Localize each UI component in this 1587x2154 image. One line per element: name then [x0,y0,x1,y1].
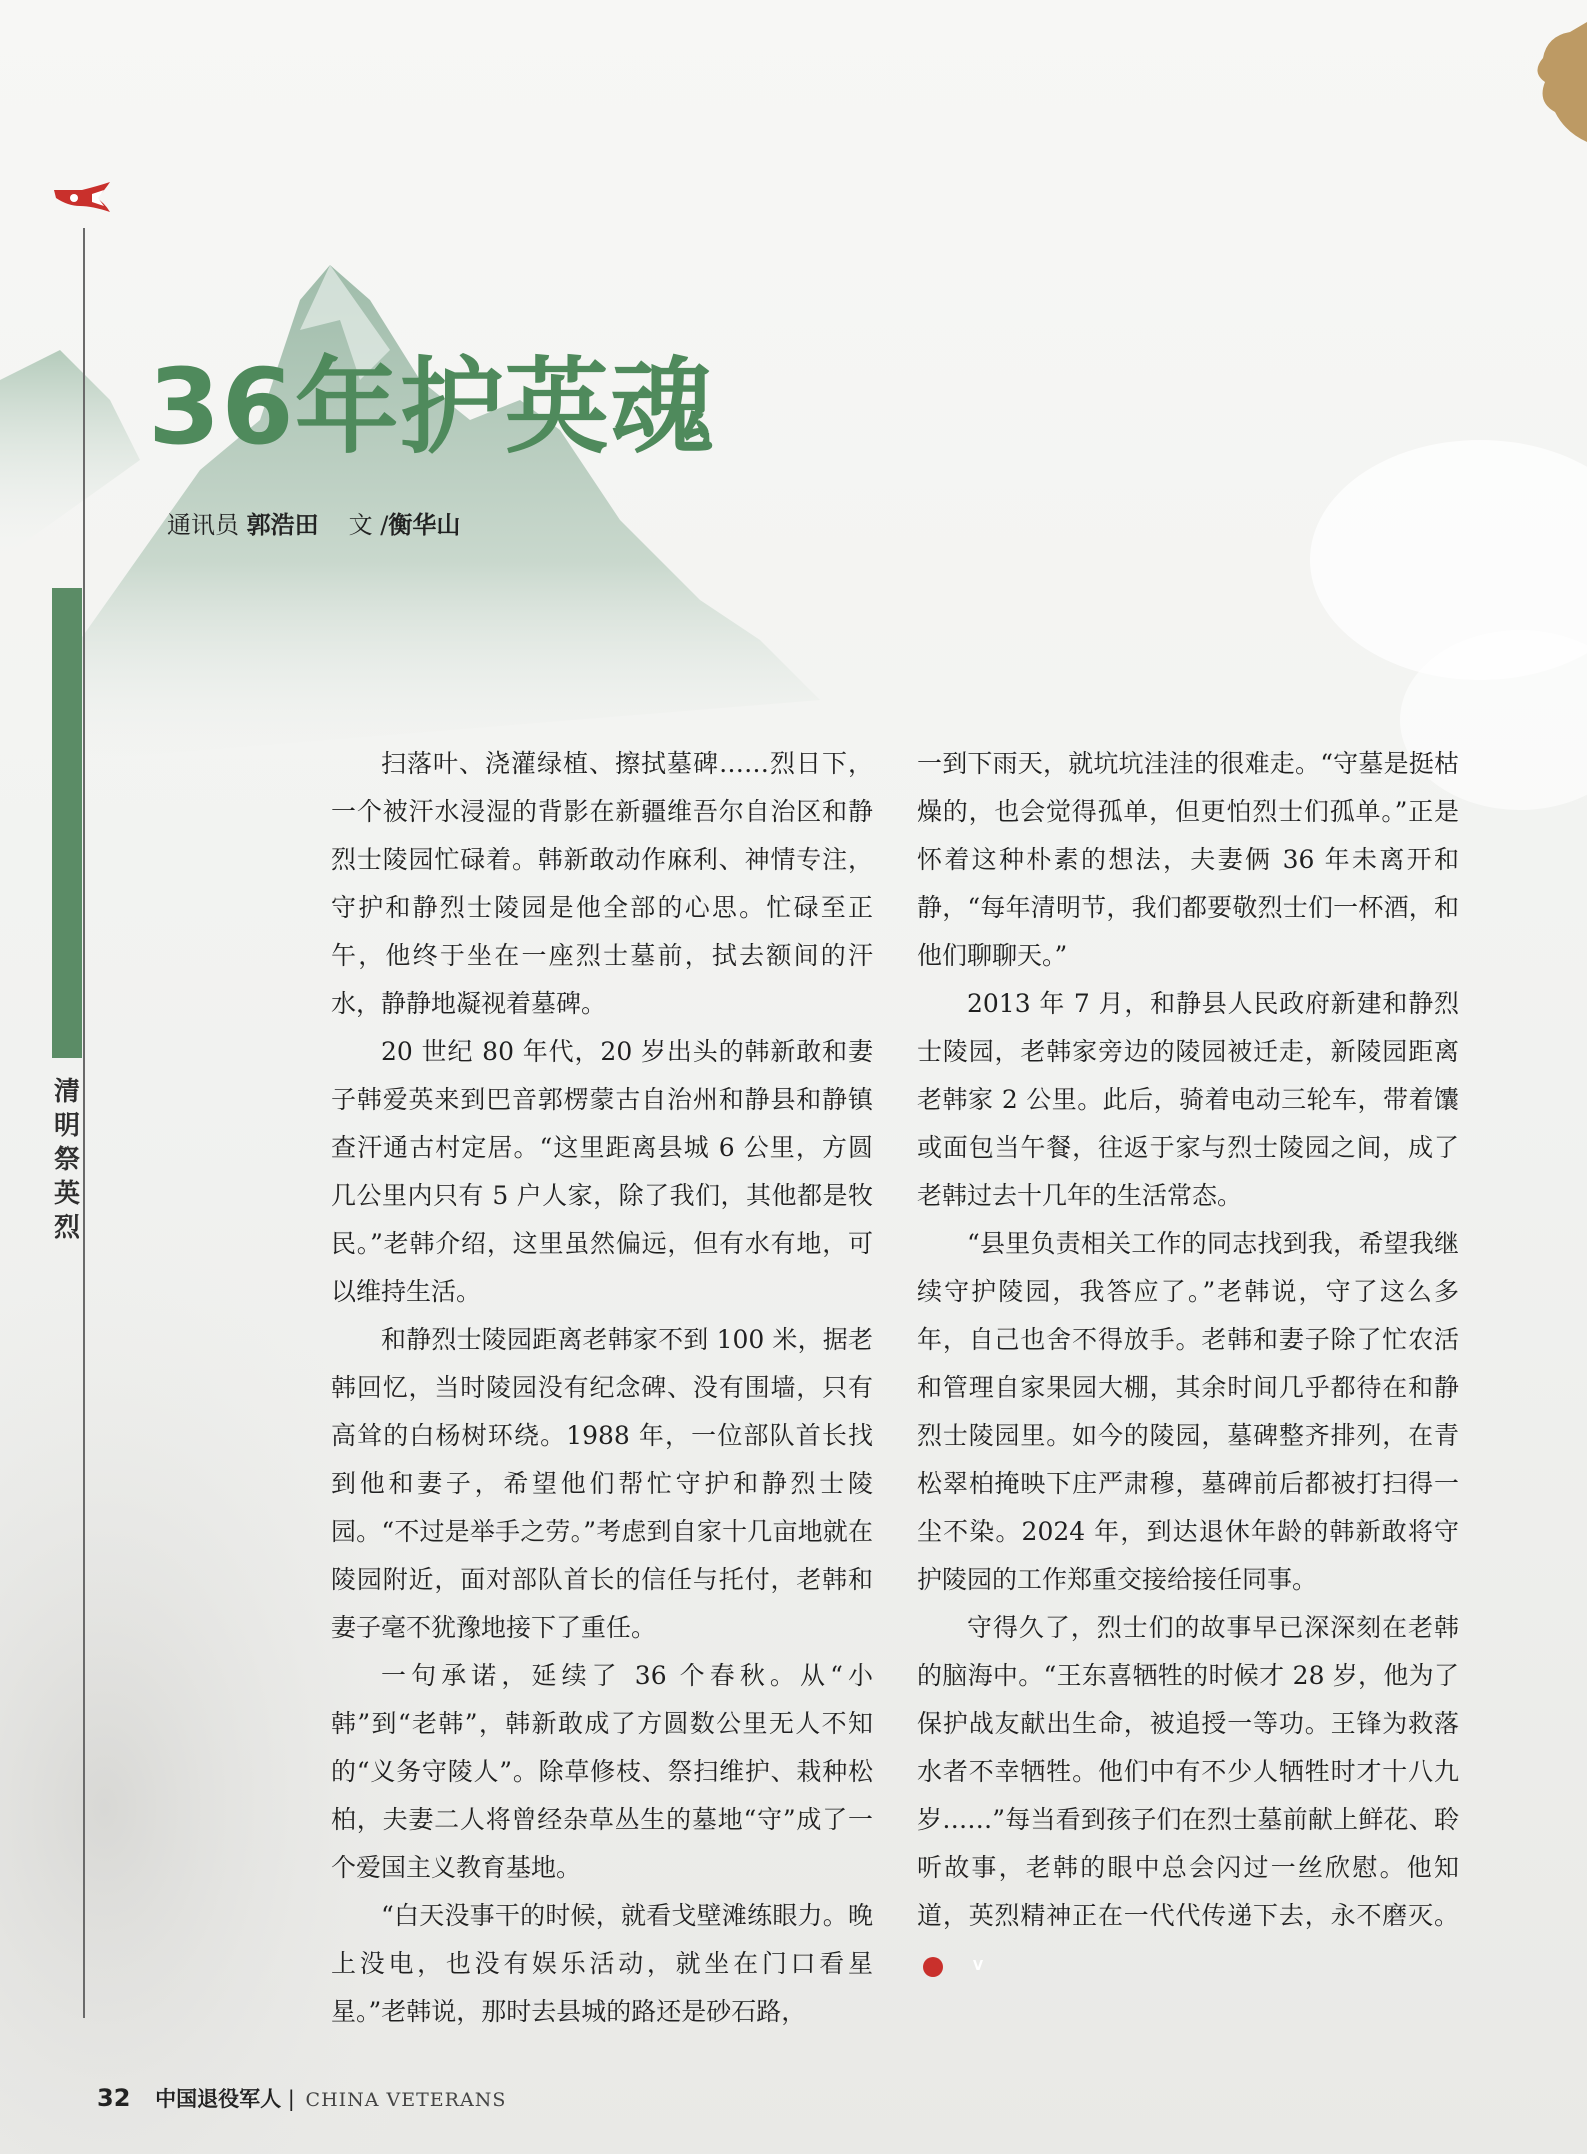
paragraph-last [917,1604,1459,1988]
paragraph: 扫落叶、浇灌绿植、擦拭墓碑……烈日下，一个被汗水浸湿的背影在新疆维吾尔自治区和静烈士陵园忙碌着。韩新敢动作麻利、神情专注，守护和静烈士陵园是他全部的心思。忙碌至正午，他终于坐在一座烈士墓前，拭去额间的汗水，静静地凝视着墓碑。 [331,749,873,1018]
byline-name-reporter: 郭浩田 [246,511,319,539]
magazine-name: 中国退役军人 [155,2087,282,2111]
magazine-logo-icon [52,180,112,216]
paragraph: 一句承诺，延续了 36 个春秋。从“小韩”到“老韩”，韩新敢成了方圆数公里无人不知的“义务守陵人”。除草修枝、祭扫维护、栽种松柏，夫妻二人将曾经杂草丛生的墓地“守”成了一个爱国主义教育基地。 [331,1661,873,1882]
paragraph: “白天没事干的时候，就看戈壁滩练眼力。晚上没电，也没有娱乐活动，就坐在门口看星星。”老韩说，那时去县城的路还是砂石路， [331,1901,873,2026]
byline [167,505,460,540]
paragraph: 20 世纪 80 年代，20 岁出头的韩新敢和妻子韩爱英来到巴音郭楞蒙古自治州和静县和静镇查汗通古村定居。“这里距离县城 6 公里，方圆几公里内只有 5 户人家，除了我们，其他都是牧民。”老韩介绍，这里虽然偏远，但有水有地，可以维持生活。 [331,1037,873,1306]
footer-separator: | [287,2087,295,2111]
byline-word-wen: 文 [348,511,373,539]
page-number: 32 [97,2084,131,2112]
section-label-char: 英 [53,1179,80,1209]
magazine-name-en: CHINA VETERANS [305,2089,507,2111]
article-column-right [917,740,1459,1988]
section-label-char: 烈 [53,1213,80,1243]
paragraph-text: 守得久了，烈士们的故事早已深深刻在老韩的脑海中。“王东喜牺牲的时候才 28 岁，他为了保护战友献出生命，被追授一等功。王锋为救落水者不幸牺牲。他们中有不少人牺牲时才十八九岁……”每当看到孩子们在烈士墓前献上鲜花、聆听故事，老韩的眼中总会闪过一丝欣慰。他知道，英烈精神正在一代代传递下去，永不磨灭。 [917,1613,1459,1930]
paragraph: 2013 年 7 月，和静县人民政府新建和静烈士陵园，老韩家旁边的陵园被迁走，新陵园距离老韩家 2 公里。此后，骑着电动三轮车，带着馕或面包当午餐，往返于家与烈士陵园之间，成了老韩过去十几年的生活常态。 [917,989,1459,1210]
section-label-char: 明 [53,1111,80,1141]
section-label-char: 清 [53,1077,80,1107]
section-label-char: 祭 [53,1145,80,1175]
paragraph: 和静烈士陵园距离老韩家不到 100 米，据老韩回忆，当时陵园没有纪念碑、没有围墙，只有高耸的白杨树环绕。1988 年，一位部队首长找到他和妻子，希望他们帮忙守护和静烈士陵园。“不过是举手之劳。”考虑到自家十几亩地就在陵园附近，面对部队首长的信任与托付，老韩和妻子毫不犹豫地接下了重任。 [331,1325,873,1642]
end-mark-icon: V [923,1957,943,1977]
byline-slash: / [380,511,389,539]
section-accent-bar [52,588,82,1058]
paragraph: “县里负责相关工作的同志找到我，希望我继续守护陵园，我答应了。”老韩说，守了这么多年，自己也舍不得放手。老韩和妻子除了忙农活和管理自家果园大棚，其余时间几乎都待在和静烈士陵园里。如今的陵园，墓碑整齐排列，在青松翠柏掩映下庄严肃穆，墓碑前后都被打扫得一尘不染。2024 年，到达退休年龄的韩新敢将守护陵园的工作郑重交接给接任同事。 [917,1229,1459,1594]
page-footer [97,2083,506,2113]
section-label [50,1075,84,1245]
article-column-left [331,740,873,2036]
ink-stain-decoration [1525,22,1587,142]
paragraph: 一到下雨天，就坑坑洼洼的很难走。“守墓是挺枯燥的，也会觉得孤单，但更怕烈士们孤单。”正是怀着这种朴素的想法，夫妻俩 36 年未离开和静，“每年清明节，我们都要敬烈士们一杯酒，和他们聊聊天。” [917,749,1459,970]
byline-name-author: 衡华山 [388,511,461,539]
byline-role: 通讯员 [167,511,239,539]
article-title: 36年护英魂 [148,346,715,468]
